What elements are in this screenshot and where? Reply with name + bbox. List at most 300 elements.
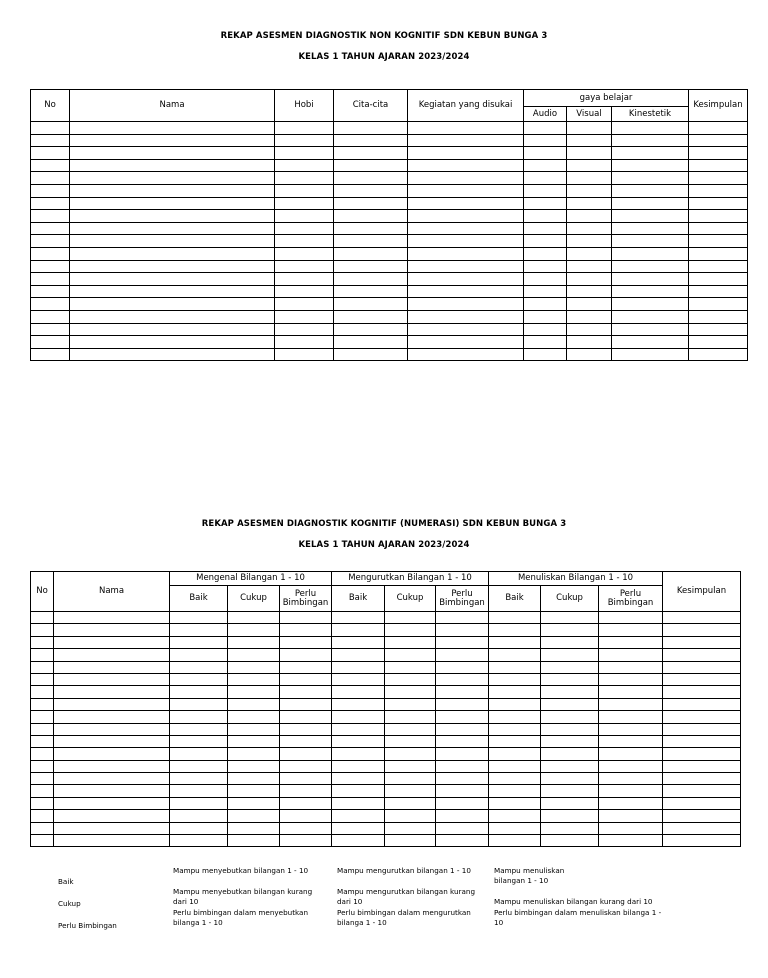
table-cell	[334, 159, 408, 172]
table-cell	[275, 210, 334, 223]
table-cell	[31, 835, 54, 847]
table-cell	[31, 348, 70, 361]
table-cell	[170, 822, 228, 834]
table-cell	[663, 773, 741, 785]
table-cell	[228, 797, 280, 809]
table-cell	[275, 159, 334, 172]
table-cell	[489, 760, 541, 772]
table-cell	[334, 247, 408, 260]
table-cell	[524, 348, 567, 361]
table-cell	[541, 723, 599, 735]
table-cell	[280, 723, 332, 735]
table-cell	[228, 686, 280, 698]
table-cell	[280, 835, 332, 847]
table-cell	[689, 260, 748, 273]
table-cell	[332, 636, 385, 648]
table-cell	[567, 159, 612, 172]
table-cell	[541, 760, 599, 772]
table-cell	[599, 711, 663, 723]
table-cell	[541, 785, 599, 797]
table-row	[31, 285, 748, 298]
table-cell	[228, 624, 280, 636]
table-cell	[524, 134, 567, 147]
table-row	[31, 711, 741, 723]
table-row	[31, 810, 741, 822]
table-cell	[332, 661, 385, 673]
table-cell	[408, 184, 524, 197]
table-cell	[70, 197, 275, 210]
table-row	[31, 835, 741, 847]
table-cell	[275, 235, 334, 248]
table-cell	[541, 686, 599, 698]
table-cell	[541, 748, 599, 760]
table-cell	[436, 773, 489, 785]
col-header-kinestetik: Kinestetik	[612, 107, 689, 122]
table-cell	[567, 247, 612, 260]
table-cell	[332, 785, 385, 797]
table-cell	[689, 285, 748, 298]
table-cell	[54, 835, 170, 847]
table-cell	[408, 260, 524, 273]
table-cell	[663, 661, 741, 673]
table-cell	[612, 285, 689, 298]
table-row	[31, 636, 741, 648]
table-cell	[408, 323, 524, 336]
table-row	[31, 686, 741, 698]
table-cell	[170, 636, 228, 648]
table-cell	[663, 636, 741, 648]
table-cell	[385, 748, 436, 760]
table-cell	[524, 159, 567, 172]
table-cell	[689, 172, 748, 185]
col-header-baik: Baik	[489, 586, 541, 612]
table-cell	[275, 122, 334, 135]
table-cell	[54, 661, 170, 673]
table-cell	[70, 159, 275, 172]
table-cell	[541, 673, 599, 685]
col-header-audio: Audio	[524, 107, 567, 122]
table-cell	[228, 835, 280, 847]
table-cell	[489, 624, 541, 636]
table-cell	[31, 810, 54, 822]
table-cell	[31, 210, 70, 223]
table-cell	[332, 649, 385, 661]
table-cell	[689, 147, 748, 160]
table-cell	[54, 748, 170, 760]
table-cell	[332, 748, 385, 760]
table-cell	[599, 612, 663, 624]
table-cell	[436, 760, 489, 772]
table-cell	[70, 260, 275, 273]
table-cell	[31, 673, 54, 685]
col-header-baik: Baik	[170, 586, 228, 612]
table-row	[31, 612, 741, 624]
legend-mengenal-cukup: Mampu menyebutkan bilangan kurang dari 10	[173, 887, 313, 907]
table-cell	[275, 298, 334, 311]
table-cell	[385, 649, 436, 661]
table-row	[31, 222, 748, 235]
table-cell	[170, 773, 228, 785]
table-cell	[567, 122, 612, 135]
table-cell	[54, 735, 170, 747]
table-cell	[541, 649, 599, 661]
table-cell	[70, 222, 275, 235]
table-cell	[170, 785, 228, 797]
table-cell	[228, 649, 280, 661]
table-cell	[663, 612, 741, 624]
col-header-perlu-bimbingan: Perlu Bimbingan	[280, 586, 332, 612]
cognitive-numeracy-table	[30, 571, 741, 847]
table-cell	[228, 636, 280, 648]
table-cell	[332, 686, 385, 698]
table-cell	[385, 673, 436, 685]
table-cell	[31, 336, 70, 349]
table-cell	[385, 735, 436, 747]
table-cell	[332, 810, 385, 822]
legend-mengenal-baik: Mampu menyebutkan bilangan 1 - 10	[173, 866, 309, 875]
table-cell	[524, 323, 567, 336]
table-cell	[275, 336, 334, 349]
table-cell	[408, 336, 524, 349]
table-row	[31, 649, 741, 661]
table-cell	[408, 310, 524, 323]
legend-col-mengenal	[173, 866, 323, 929]
table-cell	[170, 612, 228, 624]
table-cell	[31, 235, 70, 248]
table-cell	[489, 649, 541, 661]
table-cell	[54, 797, 170, 809]
table-row	[31, 247, 748, 260]
table-cell	[663, 698, 741, 710]
table-cell	[31, 159, 70, 172]
table-cell	[70, 273, 275, 286]
table-cell	[280, 810, 332, 822]
table-cell	[599, 624, 663, 636]
table-cell	[408, 134, 524, 147]
table-cell	[54, 698, 170, 710]
table-row	[31, 661, 741, 673]
table-cell	[689, 122, 748, 135]
table-cell	[599, 835, 663, 847]
table-cell	[689, 159, 748, 172]
table-cell	[567, 235, 612, 248]
table-cell	[228, 748, 280, 760]
table-cell	[541, 735, 599, 747]
table-cell	[280, 797, 332, 809]
table-cell	[280, 698, 332, 710]
table-cell	[599, 636, 663, 648]
table-cell	[332, 822, 385, 834]
table-cell	[275, 134, 334, 147]
table-cell	[663, 711, 741, 723]
table-row	[31, 184, 748, 197]
table-cell	[334, 197, 408, 210]
table-cell	[408, 235, 524, 248]
table-cell	[332, 698, 385, 710]
table-cell	[332, 760, 385, 772]
table-cell	[54, 785, 170, 797]
table-cell	[489, 835, 541, 847]
table-cell	[408, 285, 524, 298]
table-cell	[567, 336, 612, 349]
table-cell	[599, 785, 663, 797]
table-cell	[541, 797, 599, 809]
table-cell	[275, 197, 334, 210]
table-cell	[385, 698, 436, 710]
table-cell	[599, 748, 663, 760]
table-cell	[436, 835, 489, 847]
table-cell	[567, 323, 612, 336]
table-cell	[170, 760, 228, 772]
table-cell	[436, 649, 489, 661]
table-cell	[524, 172, 567, 185]
table-cell	[31, 711, 54, 723]
table-row	[31, 785, 741, 797]
table-row	[31, 797, 741, 809]
legend-label-perlu-bimbingan: Perlu Bimbingan	[58, 921, 117, 930]
table-cell	[385, 835, 436, 847]
table-cell	[228, 723, 280, 735]
col-header-hobi: Hobi	[275, 90, 334, 122]
table-cell	[436, 624, 489, 636]
table-row	[31, 134, 748, 147]
table-cell	[31, 661, 54, 673]
col-header-kegiatan: Kegiatan yang disukai	[408, 90, 524, 122]
table-cell	[70, 336, 275, 349]
table-cell	[612, 298, 689, 311]
table-cell	[170, 797, 228, 809]
table-row	[31, 760, 741, 772]
table-cell	[332, 735, 385, 747]
table-cell	[170, 835, 228, 847]
table-cell	[524, 336, 567, 349]
table-cell	[524, 122, 567, 135]
table-row	[31, 773, 741, 785]
table-cell	[70, 147, 275, 160]
table-cell	[31, 698, 54, 710]
col-header-cukup: Cukup	[228, 586, 280, 612]
table-cell	[228, 711, 280, 723]
table-cell	[599, 810, 663, 822]
table-cell	[663, 735, 741, 747]
table-cell	[541, 773, 599, 785]
table-cell	[228, 810, 280, 822]
table-cell	[280, 785, 332, 797]
table-cell	[489, 748, 541, 760]
table-cell	[612, 172, 689, 185]
table-cell	[689, 273, 748, 286]
table-cell	[70, 285, 275, 298]
table-cell	[567, 348, 612, 361]
table-cell	[612, 336, 689, 349]
table-cell	[408, 273, 524, 286]
table-cell	[31, 686, 54, 698]
table-cell	[54, 773, 170, 785]
col-header-no: No	[31, 572, 54, 612]
table-cell	[689, 222, 748, 235]
non-cognitive-table	[30, 89, 748, 361]
table-cell	[31, 122, 70, 135]
table-row	[31, 723, 741, 735]
table-cell	[228, 773, 280, 785]
table-cell	[31, 773, 54, 785]
table-cell	[280, 673, 332, 685]
table-cell	[280, 773, 332, 785]
col-header-nama: Nama	[54, 572, 170, 612]
table-row	[31, 735, 741, 747]
table-cell	[31, 260, 70, 273]
table-cell	[436, 723, 489, 735]
table-cell	[524, 247, 567, 260]
table-cell	[280, 686, 332, 698]
table-cell	[436, 797, 489, 809]
table-cell	[663, 723, 741, 735]
table-cell	[54, 822, 170, 834]
table-cell	[31, 624, 54, 636]
table-cell	[524, 260, 567, 273]
table-cell	[228, 612, 280, 624]
table-cell	[54, 624, 170, 636]
table-cell	[663, 673, 741, 685]
table-cell	[385, 773, 436, 785]
table-cell	[541, 636, 599, 648]
table-cell	[275, 147, 334, 160]
table-cell	[663, 835, 741, 847]
table-row	[31, 147, 748, 160]
col-header-visual: Visual	[567, 107, 612, 122]
table-cell	[612, 310, 689, 323]
table-cell	[334, 222, 408, 235]
table-cell	[170, 711, 228, 723]
legend-col-menuliskan	[494, 866, 664, 929]
table-cell	[541, 822, 599, 834]
table-cell	[612, 222, 689, 235]
table-cell	[280, 649, 332, 661]
table-row	[31, 698, 741, 710]
table-cell	[334, 298, 408, 311]
table-cell	[334, 260, 408, 273]
table-cell	[31, 134, 70, 147]
table-cell	[689, 298, 748, 311]
table-cell	[408, 122, 524, 135]
table-cell	[436, 636, 489, 648]
table-cell	[31, 797, 54, 809]
table-cell	[31, 323, 70, 336]
table-cell	[332, 723, 385, 735]
table-cell	[489, 810, 541, 822]
table-cell	[70, 184, 275, 197]
table-cell	[567, 197, 612, 210]
table-cell	[612, 210, 689, 223]
table-cell	[524, 184, 567, 197]
table-cell	[70, 235, 275, 248]
table-row	[31, 298, 748, 311]
table-cell	[436, 810, 489, 822]
table-cell	[408, 159, 524, 172]
table-cell	[275, 348, 334, 361]
table-cell	[408, 222, 524, 235]
table-cell	[489, 698, 541, 710]
table-row	[31, 323, 748, 336]
table-cell	[275, 260, 334, 273]
table-cell	[334, 323, 408, 336]
table-cell	[612, 159, 689, 172]
col-header-cita-cita: Cita-cita	[334, 90, 408, 122]
table-cell	[524, 147, 567, 160]
table-cell	[689, 247, 748, 260]
table-row	[31, 172, 748, 185]
table-cell	[334, 184, 408, 197]
table-cell	[599, 661, 663, 673]
table-cell	[275, 184, 334, 197]
table-cell	[567, 310, 612, 323]
table-cell	[689, 348, 748, 361]
table-cell	[436, 711, 489, 723]
table-cell	[436, 673, 489, 685]
section2-title: REKAP ASESMEN DIAGNOSTIK KOGNITIF (NUMERASI) SDN KEBUN BUNGA 3	[201, 519, 567, 529]
table-cell	[228, 735, 280, 747]
table-cell	[489, 822, 541, 834]
table-cell	[436, 748, 489, 760]
legend-mengurutkan-baik: Mampu mengurutkan bilangan 1 - 10	[337, 866, 471, 875]
table-cell	[385, 624, 436, 636]
table-cell	[541, 835, 599, 847]
table-cell	[524, 273, 567, 286]
table-cell	[612, 184, 689, 197]
table-cell	[31, 723, 54, 735]
table-cell	[54, 649, 170, 661]
table-row	[31, 348, 748, 361]
table-cell	[599, 773, 663, 785]
section2-subtitle: KELAS 1 TAHUN AJARAN 2023/2024	[298, 540, 470, 550]
table-cell	[280, 735, 332, 747]
table-cell	[436, 735, 489, 747]
table-cell	[280, 822, 332, 834]
table-cell	[385, 797, 436, 809]
table-cell	[170, 624, 228, 636]
legend-menuliskan-cukup: Mampu menuliskan bilangan kurang dari 10	[494, 897, 653, 906]
table-cell	[612, 147, 689, 160]
table-cell	[54, 760, 170, 772]
table-cell	[31, 285, 70, 298]
table-cell	[228, 760, 280, 772]
table-cell	[31, 735, 54, 747]
table-cell	[280, 661, 332, 673]
table-cell	[31, 636, 54, 648]
col-header-cukup: Cukup	[541, 586, 599, 612]
table-row	[31, 197, 748, 210]
table-cell	[332, 797, 385, 809]
table-cell	[567, 285, 612, 298]
legend-label-baik: Baik	[58, 877, 74, 886]
table-cell	[385, 785, 436, 797]
table-cell	[689, 210, 748, 223]
table-cell	[31, 785, 54, 797]
table-cell	[524, 197, 567, 210]
table-cell	[31, 298, 70, 311]
table-cell	[689, 235, 748, 248]
table-cell	[170, 735, 228, 747]
table-cell	[663, 797, 741, 809]
table-cell	[385, 760, 436, 772]
table-cell	[334, 147, 408, 160]
legend-col-mengurutkan	[337, 866, 487, 929]
table-cell	[31, 172, 70, 185]
table-cell	[689, 323, 748, 336]
table-cell	[689, 134, 748, 147]
table-cell	[408, 348, 524, 361]
table-cell	[280, 636, 332, 648]
